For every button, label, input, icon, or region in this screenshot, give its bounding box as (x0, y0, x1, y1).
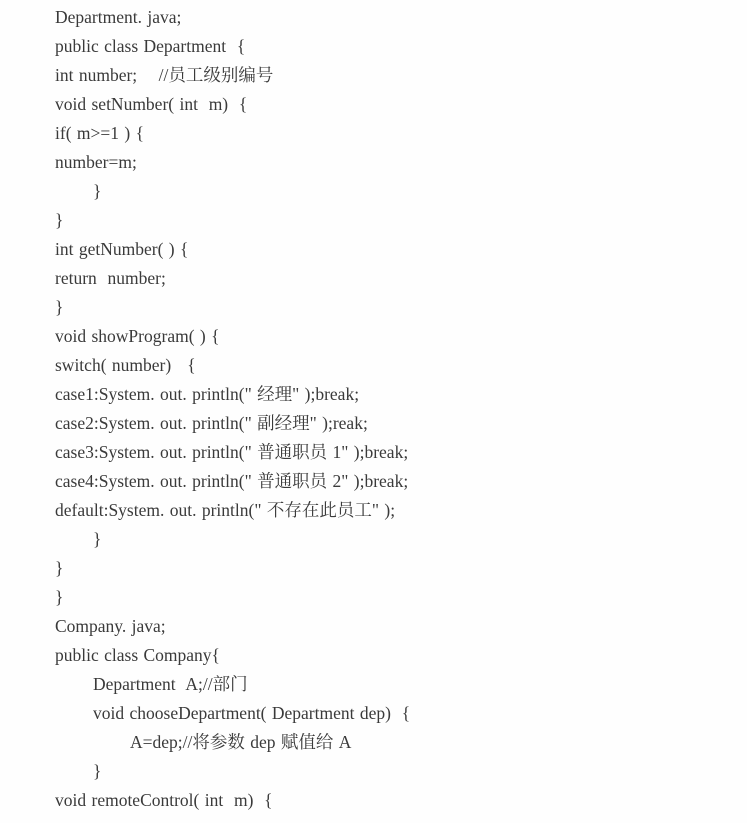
code-listing (55, 3, 737, 815)
code-line: } (55, 210, 64, 230)
code-line: Department A;//部门 (93, 674, 248, 694)
code-line: void showProgram( ) { (55, 326, 220, 346)
code-line: case3:System. out. println(" 普通职员 1" );break; (55, 442, 409, 462)
code-line: Company. java; (55, 616, 166, 636)
code-line: public class Company{ (55, 645, 220, 665)
code-line: } (93, 761, 102, 781)
code-line: void chooseDepartment( Department dep) { (93, 703, 411, 723)
code-line: return number; (55, 268, 166, 288)
code-line: case4:System. out. println(" 普通职员 2" );break; (55, 471, 409, 491)
code-line: int getNumber( ) { (55, 239, 189, 259)
code-line: void remoteControl( int m) { (55, 790, 273, 810)
code-line: } (55, 558, 64, 578)
code-line: void setNumber( int m) { (55, 94, 248, 114)
code-line: } (93, 181, 102, 201)
code-line: } (55, 297, 64, 317)
code-line: default:System. out. println(" 不存在此员工" ); (55, 500, 396, 520)
code-line: number=m; (55, 152, 137, 172)
code-line: Department. java; (55, 7, 182, 27)
code-line: switch( number) { (55, 355, 196, 375)
code-line: } (55, 587, 64, 607)
code-line: case1:System. out. println(" 经理" );break; (55, 384, 360, 404)
code-line: if( m>=1 ) { (55, 123, 144, 143)
code-line: A=dep;//将参数 dep 赋值给 A (130, 732, 352, 752)
code-line: public class Department { (55, 36, 246, 56)
code-line: } (93, 529, 102, 549)
code-line: int number; //员工级别编号 (55, 65, 274, 85)
code-line: case2:System. out. println(" 副经理" );reak; (55, 413, 368, 433)
